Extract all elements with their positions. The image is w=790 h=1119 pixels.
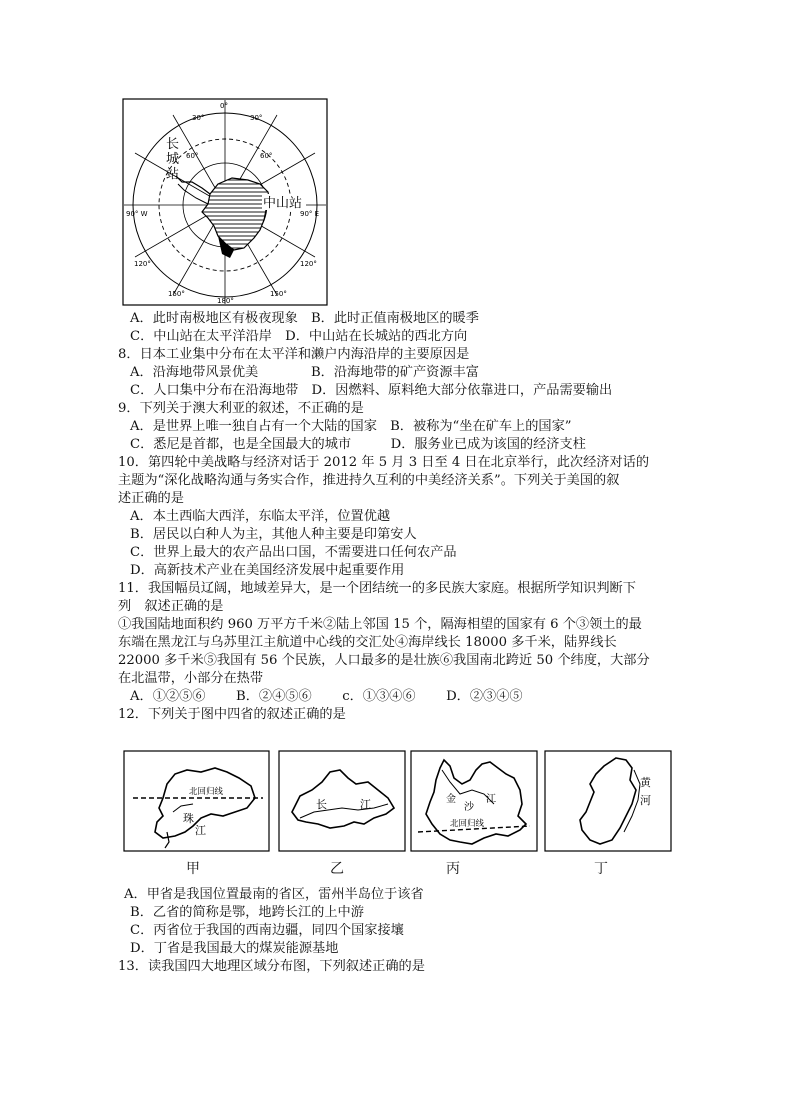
svg-text:90° E: 90° E bbox=[300, 210, 320, 218]
caption-yi: 乙 bbox=[330, 861, 344, 877]
caption-jia: 甲 bbox=[186, 861, 200, 877]
q10-option-c: C．世界上最大的农产品出口国，不需要进口任何农产品 bbox=[130, 545, 457, 560]
province-map-yi bbox=[278, 750, 406, 852]
svg-text:60°: 60° bbox=[260, 152, 273, 160]
svg-text:60°: 60° bbox=[186, 152, 199, 160]
q11-stem-line-2: 列 叙述正确的是 bbox=[118, 599, 224, 614]
svg-text:城: 城 bbox=[166, 152, 180, 167]
yellow-river-label-2: 河 bbox=[640, 794, 651, 807]
jinsha-river-label-1: 金 bbox=[446, 794, 456, 805]
q8-option-cd: C．人口集中分布在沿海地带 D．因燃料、原料绝大部分依靠进口，产品需要输出 bbox=[130, 383, 613, 398]
q9-option-ab: A．是世界上唯一独自占有一个大陆的国家 B．被称为“坐在矿车上的国家” bbox=[130, 419, 572, 434]
svg-text:150°: 150° bbox=[168, 290, 185, 298]
svg-text:0°: 0° bbox=[220, 102, 228, 110]
q10-stem-line-1: 10．第四轮中美战略与经济对话于 2012 年 5 月 3 日至 4 日在北京举行，此次经济对话的 bbox=[118, 455, 650, 470]
yellow-river-label-1: 黄 bbox=[640, 776, 651, 789]
caption-ding: 丁 bbox=[594, 861, 608, 877]
q10-option-a: A．本土西临大西洋，东临太平洋，位置优越 bbox=[130, 509, 391, 524]
svg-text:120°: 120° bbox=[134, 260, 151, 268]
svg-text:120°: 120° bbox=[300, 260, 317, 268]
svg-text:150°: 150° bbox=[270, 290, 287, 298]
q9-stem: 9．下列关于澳大利亚的叙述，不正确的是 bbox=[118, 401, 364, 416]
q8-stem: 8．日本工业集中分布在太平洋和濑户内海沿岸的主要原因是 bbox=[118, 347, 470, 362]
svg-text:30°: 30° bbox=[250, 114, 263, 122]
province-map-ding bbox=[544, 750, 672, 852]
q11-stem-line-4: 东端在黑龙江与乌苏里江主航道中心线的交汇处④海岸线长 18000 多千米，陆界线长 bbox=[118, 635, 617, 650]
caption-bing: 丙 bbox=[446, 861, 460, 877]
q8-option-ab: A．沿海地带风景优美 B．沿海地带的矿产资源丰富 bbox=[130, 365, 479, 380]
q12-option-b: B．乙省的简称是鄂，地跨长江的上中游 bbox=[130, 905, 364, 920]
svg-text:站: 站 bbox=[166, 167, 180, 182]
antarctica-map bbox=[122, 98, 328, 306]
q11-stem-line-6: 在北温带，小部分在热带 bbox=[118, 671, 264, 686]
q10-option-d: D．高新技术产业在美国经济发展中起重要作用 bbox=[130, 563, 405, 578]
province-map-bing bbox=[410, 750, 538, 852]
q10-option-b: B．居民以白种人为主，其他人种主要是印第安人 bbox=[130, 527, 417, 542]
q12-stem: 12．下列关于图中四省的叙述正确的是 bbox=[118, 707, 346, 722]
q11-options: A．①②⑤⑥ B．②④⑤⑥ c．①③④⑥ D．②③④⑤ bbox=[130, 689, 523, 704]
jinsha-river-label-2: 沙 bbox=[464, 802, 474, 813]
q10-stem-line-2: 主题为“深化战略沟通与务实合作，推进持久互利的中美经济关系”。下列关于美国的叙 bbox=[118, 473, 620, 488]
province-map-jia bbox=[123, 750, 270, 852]
changcheng-station-label bbox=[166, 137, 179, 182]
q10-stem-line-3: 述正确的是 bbox=[118, 491, 184, 506]
q11-stem-line-3: ①我国陆地面积约 960 万平方千米②陆上邻国 15 个，隔海相望的国家有 6 个③领土的最 bbox=[118, 617, 642, 632]
q12-option-c: C．丙省位于我国的西南边疆，同四个国家接壤 bbox=[130, 923, 404, 938]
q7-option-ab: A．此时南极地区有极夜现象 B．此时正值南极地区的暖季 bbox=[130, 311, 479, 326]
yangtze-label-1: 长 bbox=[316, 798, 327, 811]
svg-text:180°: 180° bbox=[217, 297, 234, 305]
tropic-of-cancer-label-jia: 北回归线 bbox=[189, 787, 224, 797]
svg-text:90° W: 90° W bbox=[126, 210, 148, 218]
svg-text:长: 长 bbox=[166, 137, 180, 152]
q13-stem: 13．读我国四大地理区域分布图，下列叙述正确的是 bbox=[118, 959, 425, 974]
q11-stem-line-5: 22000 多千米⑤我国有 56 个民族，人口最多的是壮族⑥我国南北跨近 50 个纬度，大部分 bbox=[118, 653, 650, 668]
q12-option-a: A．甲省是我国位置最南的省区，雷州半岛位于该省 bbox=[124, 887, 424, 902]
tropic-of-cancer-label-bing: 北回归线 bbox=[450, 819, 485, 829]
pearl-river-label-2: 江 bbox=[195, 824, 206, 837]
q12-option-d: D．丁省是我国最大的煤炭能源基地 bbox=[130, 941, 339, 956]
q11-stem-line-1: 11．我国幅员辽阔，地域差异大，是一个团结统一的多民族大家庭。根据所学知识判断下 bbox=[118, 581, 636, 596]
zhongshan-station-label: 中山站 bbox=[263, 196, 303, 211]
jinsha-river-label-3: 江 bbox=[486, 794, 496, 805]
q9-option-cd: C．悉尼是首都，也是全国最大的城市 D．服务业已成为该国的经济支柱 bbox=[130, 437, 586, 452]
pearl-river-label-1: 珠 bbox=[183, 812, 194, 825]
yangtze-label-2: 江 bbox=[360, 798, 371, 811]
svg-text:30°: 30° bbox=[192, 114, 205, 122]
q7-option-cd: C．中山站在太平洋沿岸 D．中山站在长城站的西北方向 bbox=[130, 329, 468, 344]
